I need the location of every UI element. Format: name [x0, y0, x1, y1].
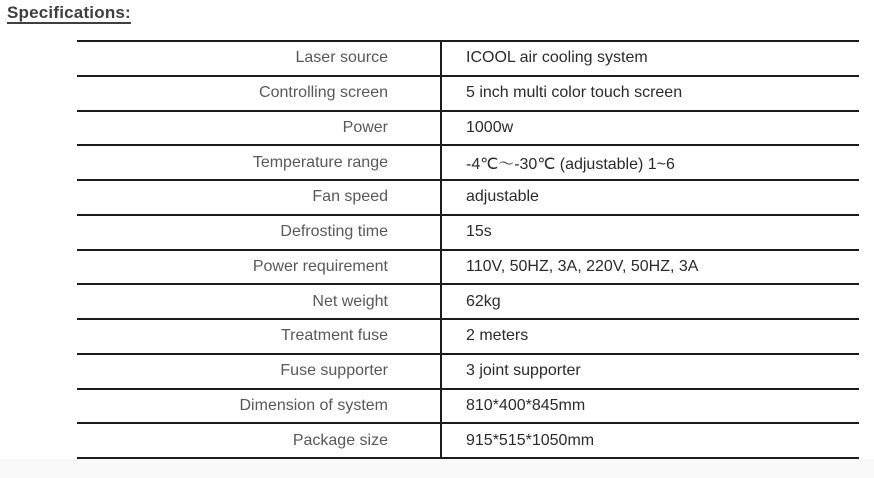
spec-label: Defrosting time	[77, 216, 442, 249]
table-row	[77, 112, 859, 147]
table-row	[77, 320, 859, 355]
table-row	[77, 181, 859, 216]
table-row	[77, 285, 859, 320]
spec-value: adjustable	[466, 188, 539, 206]
spec-label: Controlling screen	[77, 77, 442, 110]
spec-value: 810*400*845mm	[466, 396, 586, 414]
table-row	[77, 216, 859, 251]
table-row	[77, 251, 859, 286]
spec-label: Treatment fuse	[77, 320, 442, 353]
spec-label: Laser source	[77, 42, 442, 75]
spec-label: Temperature range	[77, 146, 442, 179]
spec-label: Power	[77, 112, 442, 145]
spec-label: Fuse supporter	[77, 355, 442, 388]
spec-value: 3 joint supporter	[466, 362, 581, 380]
page-title: Specifications:	[7, 3, 131, 22]
spec-value: 5 inch multi color touch screen	[466, 84, 683, 102]
spec-value: ICOOL air cooling system	[466, 49, 648, 67]
spec-value: 1000w	[466, 118, 514, 136]
table-row	[77, 424, 859, 459]
spec-value: 915*515*1050mm	[466, 431, 595, 449]
table-row	[77, 77, 859, 112]
spec-value: 2 meters	[466, 327, 529, 345]
spec-label: Package size	[77, 424, 442, 457]
spec-value: 15s	[466, 223, 492, 241]
table-row	[77, 42, 859, 77]
table-row	[77, 355, 859, 390]
spec-value: -4℃～-30℃ (adjustable) 1~6	[466, 156, 675, 174]
spec-label: Dimension of system	[77, 390, 442, 423]
spec-label: Net weight	[77, 285, 442, 318]
table-row	[77, 390, 859, 425]
table-row	[77, 146, 859, 181]
spec-label: Fan speed	[77, 181, 442, 214]
spec-value: 62kg	[466, 292, 501, 310]
spec-label: Power requirement	[77, 251, 442, 284]
specifications-table	[77, 40, 859, 459]
spec-value: 110V, 50HZ, 3A, 220V, 50HZ, 3A	[466, 257, 699, 275]
page-bottom-strip	[0, 459, 874, 478]
